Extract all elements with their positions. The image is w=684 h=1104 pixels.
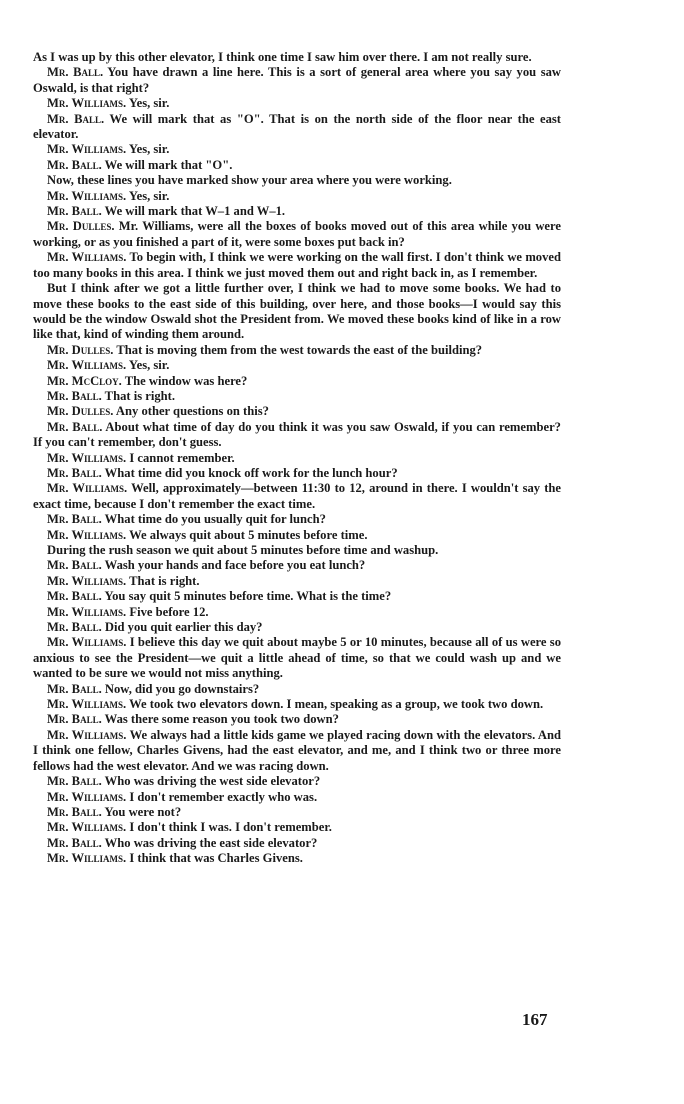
speaker-name: Mr. Ball. xyxy=(47,419,103,434)
speaker-name: Mr. Ball. xyxy=(47,558,102,573)
paragraph-text: We took two elevators down. I mean, speaking as a group, we took two down. xyxy=(129,697,544,712)
testimony-paragraph xyxy=(33,250,561,281)
testimony-paragraph xyxy=(33,96,561,111)
testimony-paragraph xyxy=(33,774,561,789)
testimony-paragraph xyxy=(33,281,561,343)
paragraph-text: I believe this day we quit about maybe 5 or 10 minutes, because all of us were so anxious to see the President—we quit a little ahead of time, so that we could wash up and we wanted to be sure we would not miss anything. xyxy=(33,635,561,681)
speaker-name: Mr. Williams. xyxy=(47,727,127,742)
paragraph-text: Yes, sir. xyxy=(128,188,170,203)
testimony-paragraph xyxy=(33,374,561,389)
speaker-name: Mr. Williams. xyxy=(47,250,127,265)
speaker-name: Mr. Ball. xyxy=(47,681,102,696)
paragraph-text: Any other questions on this? xyxy=(115,404,269,419)
speaker-name: Mr. Ball. xyxy=(47,65,104,80)
testimony-paragraph xyxy=(33,158,561,173)
speaker-name: Mr. Williams. xyxy=(47,527,127,542)
testimony-paragraph xyxy=(33,805,561,820)
testimony-paragraph xyxy=(33,574,561,589)
speaker-name: Mr. Williams. xyxy=(47,188,127,203)
testimony-paragraph xyxy=(33,543,561,558)
paragraph-text: You have drawn a line here. This is a sort of general area where you say you saw Oswald, is that right? xyxy=(33,65,561,95)
speaker-name: Mr. Williams. xyxy=(47,96,127,111)
testimony-paragraph xyxy=(33,481,561,512)
testimony-paragraph xyxy=(33,65,561,96)
speaker-name: Mr. Ball. xyxy=(47,157,102,172)
testimony-paragraph xyxy=(33,466,561,481)
paragraph-text: Well, approximately—between 11:30 to 12, around in there. I wouldn't say the exact time, because I don't remember the exact time. xyxy=(33,481,561,511)
testimony-paragraph xyxy=(33,204,561,219)
page-number: 167 xyxy=(522,1010,548,1029)
speaker-name: Mr. Ball. xyxy=(47,835,102,850)
speaker-name: Mr. Ball. xyxy=(47,620,102,635)
testimony-paragraph xyxy=(33,389,561,404)
speaker-name: Mr. Ball. xyxy=(47,804,102,819)
speaker-name: Mr. McCloy. xyxy=(47,373,122,388)
testimony-paragraph xyxy=(33,173,561,188)
paragraph-text: Yes, sir. xyxy=(128,142,170,157)
transcript-body xyxy=(33,50,561,867)
speaker-name: Mr. Ball. xyxy=(47,589,102,604)
paragraph-text: I think that was Charles Givens. xyxy=(129,851,303,866)
speaker-name: Mr. Dulles. xyxy=(47,219,115,234)
speaker-name: Mr. Dulles. xyxy=(47,342,114,357)
testimony-paragraph xyxy=(33,112,561,143)
paragraph-text: That is moving them from the west towards the east of the building? xyxy=(116,342,483,357)
testimony-paragraph xyxy=(33,851,561,866)
speaker-name: Mr. Williams. xyxy=(47,789,127,804)
testimony-paragraph xyxy=(33,451,561,466)
paragraph-text: I cannot remember. xyxy=(129,450,235,465)
paragraph-text: We will mark that as "O". That is on the north side of the floor near the east elevator. xyxy=(33,111,561,142)
testimony-paragraph xyxy=(33,142,561,157)
testimony-paragraph xyxy=(33,512,561,527)
testimony-paragraph xyxy=(33,50,561,65)
speaker-name: Mr. Williams. xyxy=(47,450,127,465)
testimony-paragraph xyxy=(33,820,561,835)
testimony-paragraph xyxy=(33,712,561,727)
paragraph-text: Was there some reason you took two down? xyxy=(104,712,339,727)
paragraph-text: What time do you usually quit for lunch? xyxy=(104,512,326,527)
speaker-name: Mr. Williams. xyxy=(47,820,127,835)
paragraph-text: The window was here? xyxy=(124,373,248,388)
testimony-paragraph xyxy=(33,219,561,250)
paragraph-text: You were not? xyxy=(104,804,182,819)
paragraph-text: I don't remember exactly who was. xyxy=(129,789,318,804)
testimony-paragraph xyxy=(33,620,561,635)
paragraph-text: Wash your hands and face before you eat lunch? xyxy=(104,558,366,573)
testimony-paragraph xyxy=(33,682,561,697)
speaker-name: Mr. Ball. xyxy=(47,111,105,126)
paragraph-text: That is right. xyxy=(129,573,200,588)
paragraph-text: Who was driving the west side elevator? xyxy=(104,774,321,789)
testimony-paragraph xyxy=(33,420,561,451)
paragraph-text: Five before 12. xyxy=(129,604,209,619)
paragraph-text: Did you quit earlier this day? xyxy=(104,620,263,635)
speaker-name: Mr. Williams. xyxy=(47,481,128,496)
testimony-paragraph xyxy=(33,189,561,204)
paragraph-text: Mr. Williams, were all the boxes of books moved out of this area while you were working, or as you finished a part of it, were some boxes put back in? xyxy=(33,219,561,249)
paragraph-text: Now, did you go downstairs? xyxy=(104,681,260,696)
paragraph-text: What time did you knock off work for the lunch hour? xyxy=(104,465,398,480)
speaker-name: Mr. Williams. xyxy=(47,635,127,650)
testimony-paragraph xyxy=(33,635,561,681)
paragraph-text: Yes, sir. xyxy=(128,358,170,373)
testimony-paragraph xyxy=(33,589,561,604)
speaker-name: Mr. Ball. xyxy=(47,388,102,403)
speaker-name: Mr. Ball. xyxy=(47,465,102,480)
paragraph-text: We will mark that W–1 and W–1. xyxy=(104,204,286,219)
paragraph-text: As I was up by this other elevator, I think one time I saw him over there. I am not really sure. xyxy=(33,50,532,64)
testimony-paragraph xyxy=(33,358,561,373)
paragraph-text: During the rush season we quit about 5 minutes before time and washup. xyxy=(47,543,439,557)
testimony-paragraph xyxy=(33,836,561,851)
testimony-paragraph xyxy=(33,697,561,712)
paragraph-text: But I think after we got a little further over, I think we had to move some books. We had to move these books to the east side of this building, over here, and those books—I would say this would be the window Oswald shot the President from. We moved these books kind of like in a row like that, kind of winding them around. xyxy=(33,281,561,342)
paragraph-text: Yes, sir. xyxy=(128,96,170,111)
speaker-name: Mr. Williams. xyxy=(47,358,127,373)
paragraph-text: We always quit about 5 minutes before time. xyxy=(129,527,368,542)
testimony-paragraph xyxy=(33,558,561,573)
paragraph-text: To begin with, I think we were working on the wall first. I don't think we moved too many books in this area. I think we just moved them out and right back in, as I remember. xyxy=(33,250,561,280)
speaker-name: Mr. Ball. xyxy=(47,774,102,789)
testimony-paragraph xyxy=(33,728,561,774)
paragraph-text: We will mark that "O". xyxy=(104,157,233,172)
testimony-paragraph xyxy=(33,404,561,419)
speaker-name: Mr. Williams. xyxy=(47,851,127,866)
speaker-name: Mr. Williams. xyxy=(47,142,127,157)
speaker-name: Mr. Ball. xyxy=(47,712,102,727)
speaker-name: Mr. Ball. xyxy=(47,512,102,527)
speaker-name: Mr. Ball. xyxy=(47,204,102,219)
testimony-paragraph xyxy=(33,343,561,358)
speaker-name: Mr. Williams. xyxy=(47,573,127,588)
testimony-paragraph xyxy=(33,528,561,543)
speaker-name: Mr. Dulles. xyxy=(47,404,114,419)
paragraph-text: Now, these lines you have marked show your area where you were working. xyxy=(47,173,452,188)
paragraph-text: I don't think I was. I don't remember. xyxy=(129,820,332,835)
paragraph-text: We always had a little kids game we played racing down with the elevators. And I think one fellow, Charles Givens, had the east elevator, and me, and I think two or three more fellows had the west elevator. And we was racing down. xyxy=(33,727,561,773)
paragraph-text: You say quit 5 minutes before time. What is the time? xyxy=(104,589,392,604)
paragraph-text: Who was driving the east side elevator? xyxy=(104,835,318,850)
paragraph-text: About what time of day do you think it was you saw Oswald, if you can remember? If you can't remember, don't guess. xyxy=(33,419,561,450)
testimony-paragraph xyxy=(33,605,561,620)
speaker-name: Mr. Williams. xyxy=(47,697,127,712)
testimony-paragraph xyxy=(33,790,561,805)
paragraph-text: That is right. xyxy=(104,388,175,403)
speaker-name: Mr. Williams. xyxy=(47,604,127,619)
